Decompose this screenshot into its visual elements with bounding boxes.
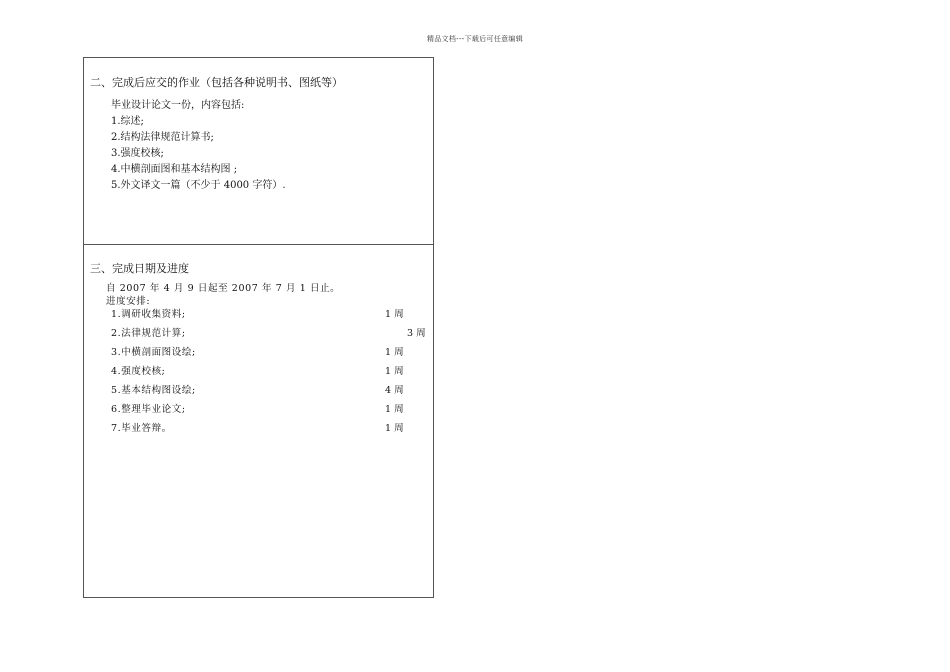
schedule-duration: 1 周 <box>385 309 404 320</box>
schedule-duration: 1 周 <box>385 404 404 415</box>
form-table <box>83 57 434 598</box>
schedule-task: 2.法律规范计算; <box>111 328 186 339</box>
deliverable-item: 5.外文译文一篇（不少于 4000 字符）. <box>111 180 286 191</box>
schedule-duration: 1 周 <box>385 423 404 434</box>
deliverable-item: 1.综述; <box>111 116 144 127</box>
section3-heading: 三、完成日期及进度 <box>90 262 189 275</box>
section2-heading: 二、完成后应交的作业（包括各种说明书、图纸等） <box>90 76 343 89</box>
deliverable-item: 2.结构法律规范计算书; <box>111 132 214 143</box>
schedule-task: 1.调研收集资料; <box>111 309 186 320</box>
schedule-task: 7.毕业答辩。 <box>111 423 172 434</box>
section2-intro: 毕业设计论文一份，内容包括: <box>111 100 245 111</box>
page-header-note: 精品文档---下载后可任意编辑 <box>426 35 524 43</box>
schedule-label: 进度安排: <box>106 296 151 307</box>
deliverable-item: 3.强度校核; <box>111 148 164 159</box>
date-range-line: 自 2007 年 4 月 9 日起至 2007 年 7 月 1 日止。 <box>106 283 341 294</box>
schedule-duration: 3 周 <box>407 328 426 339</box>
section-divider <box>84 244 433 245</box>
schedule-duration: 1 周 <box>385 366 404 377</box>
deliverable-item: 4.中横剖面图和基本结构图 ; <box>111 164 238 175</box>
schedule-duration: 1 周 <box>385 347 404 358</box>
schedule-duration: 4 周 <box>385 385 404 396</box>
schedule-task: 5.基本结构图设绘; <box>111 385 196 396</box>
schedule-task: 6.整理毕业论文; <box>111 404 186 415</box>
schedule-task: 3.中横剖面图设绘; <box>111 347 196 358</box>
schedule-task: 4.强度校核; <box>111 366 166 377</box>
